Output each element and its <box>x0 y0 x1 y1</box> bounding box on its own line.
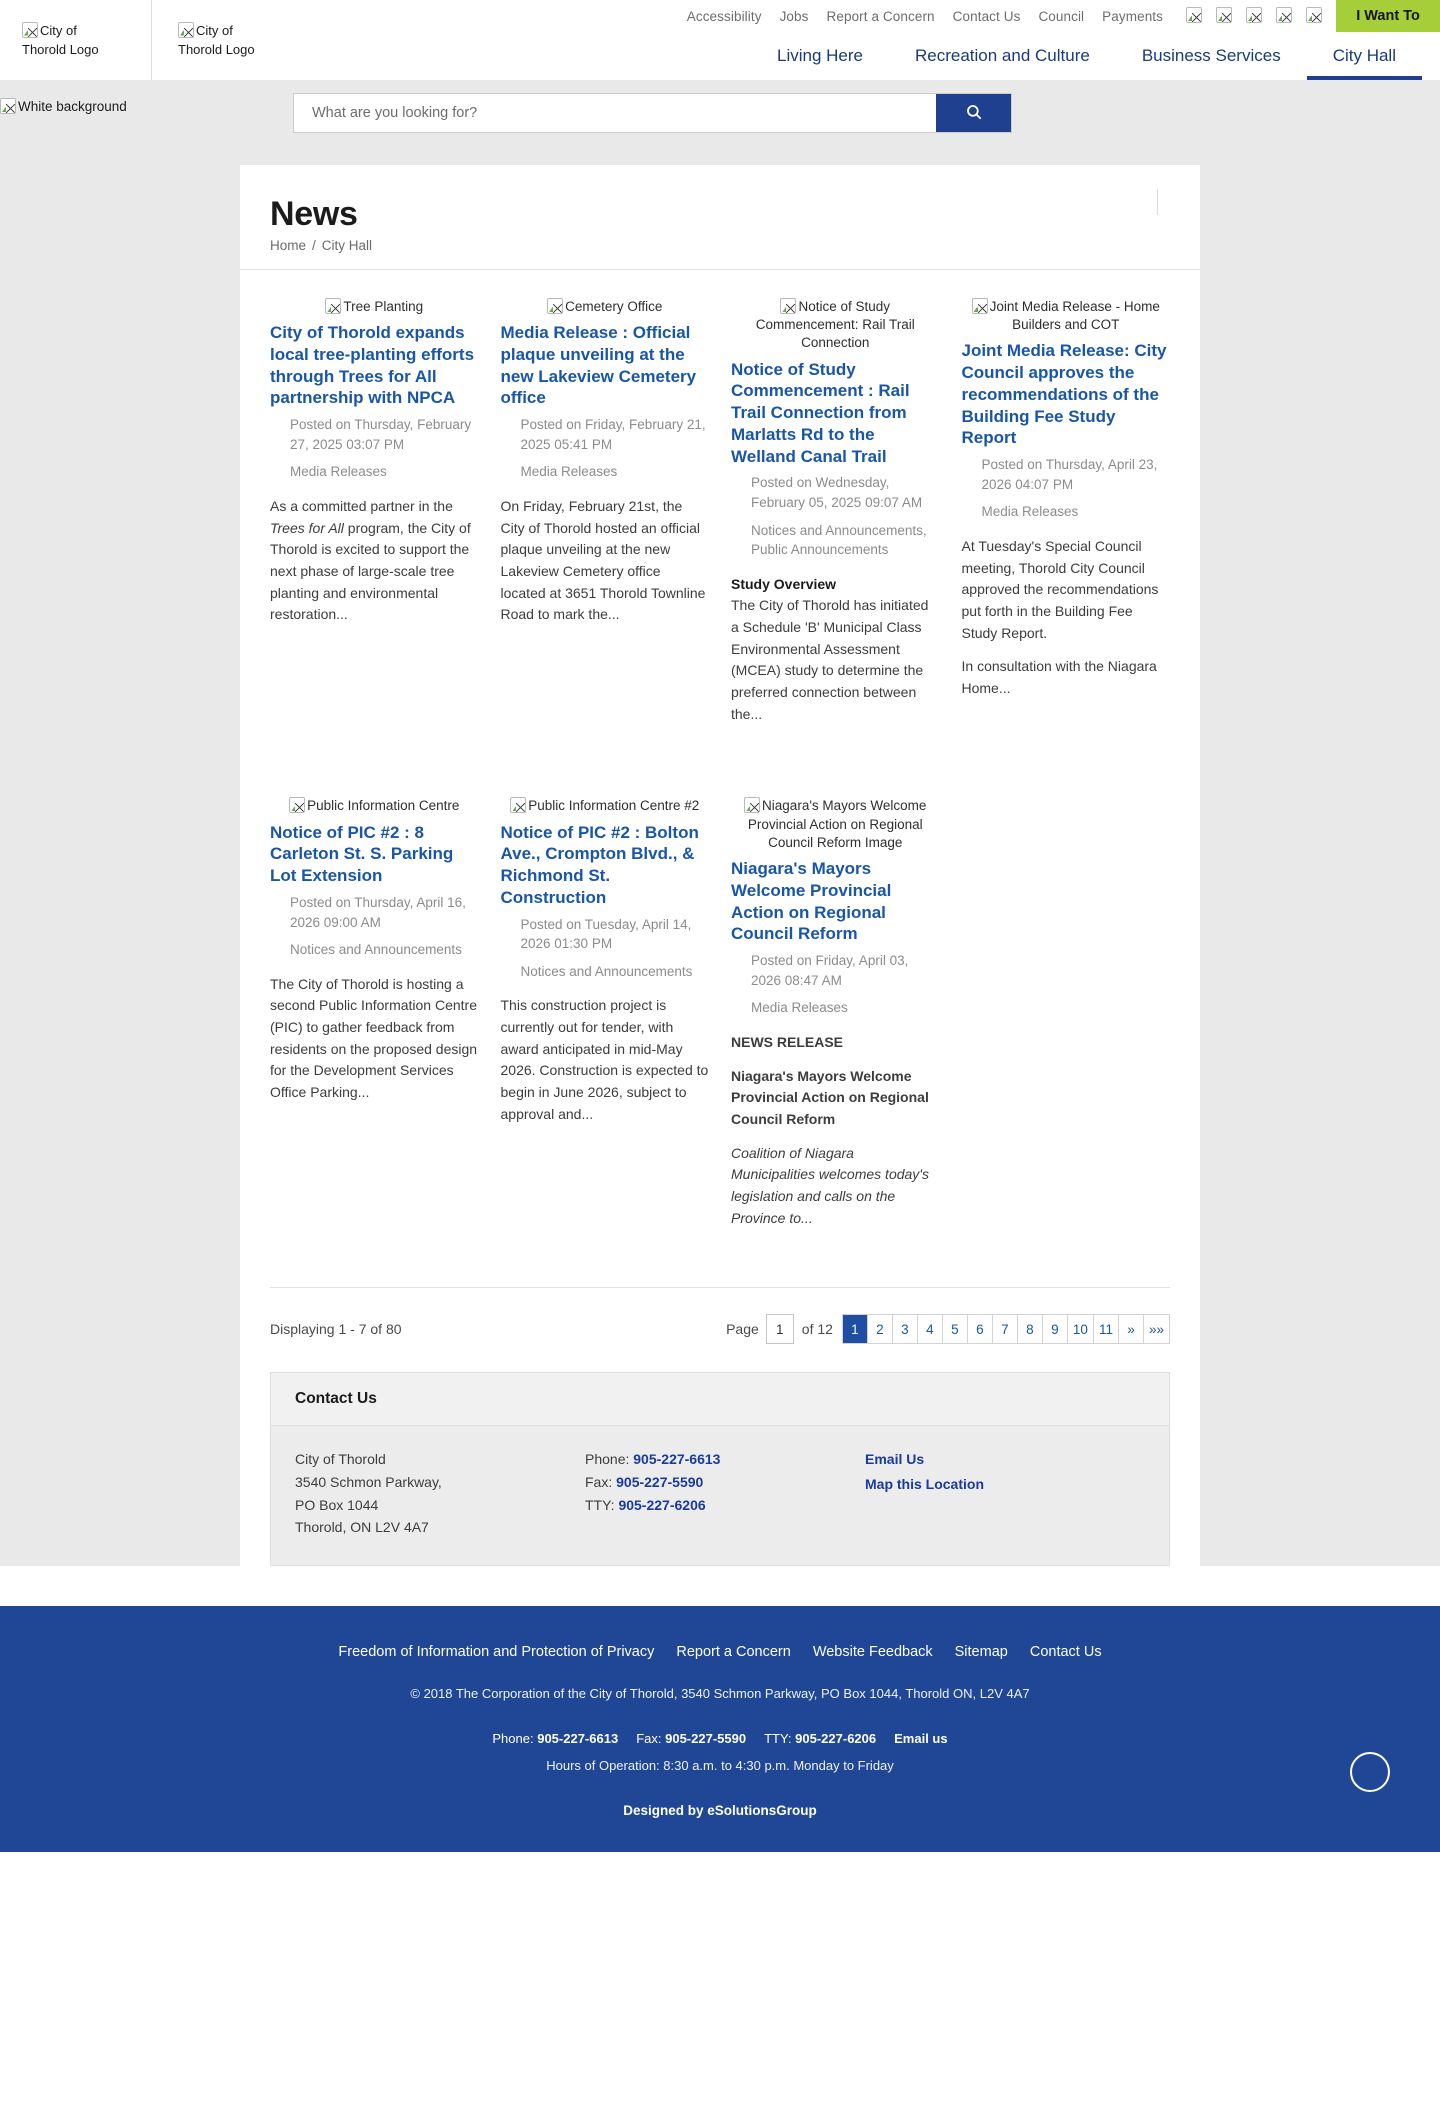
news-categories: Media Releases <box>290 464 387 480</box>
page-label: Page <box>726 1321 759 1338</box>
background-broken-image <box>0 98 127 114</box>
contact-phone-label: Phone: <box>585 1451 630 1468</box>
nav-item-business-services[interactable]: Business Services <box>1141 46 1281 65</box>
news-thumbnail <box>501 797 710 815</box>
footer-tty: 905-227-6206 <box>795 1731 877 1746</box>
news-categories: Media Releases <box>520 464 618 480</box>
news-excerpt <box>270 496 479 626</box>
page-link-2[interactable]: 2 <box>868 1315 893 1343</box>
nav-item-recreation-and-culture[interactable]: Recreation and Culture <box>914 46 1090 65</box>
email-us-link[interactable]: Email Us <box>865 1451 925 1468</box>
news-item-empty <box>962 797 1171 1265</box>
contact-fax-label: Fax: <box>585 1473 613 1490</box>
news-posted-date: Posted on Thursday, February 27, 2025 03:07 PM <box>290 417 472 452</box>
contact-fax-row <box>585 1471 865 1494</box>
utility-link-jobs[interactable]: Jobs <box>779 8 809 24</box>
news-excerpt-italic: Coalition of Niagara Municipalities welcomes today's legislation and calls on the Province to... <box>731 1144 929 1226</box>
footer-nav <box>0 1644 1440 1660</box>
page-link-10[interactable]: 10 <box>1068 1315 1094 1343</box>
news-thumbnail <box>501 298 710 316</box>
footer-link-sitemap[interactable]: Sitemap <box>954 1644 1008 1660</box>
broken-image-icon <box>22 22 38 38</box>
breadcrumb-separator: / <box>312 238 316 253</box>
nav-item-city-hall[interactable]: City Hall <box>1307 32 1422 80</box>
broken-image-icon <box>510 797 526 813</box>
contact-address-line-3: PO Box 1044 <box>295 1496 379 1513</box>
broken-image-icon <box>325 298 341 314</box>
footer-copyright: © 2018 The Corporation of the City of Thorold, 3540 Schmon Parkway, PO Box 1044, Thorold ON, L2V 4A7 <box>410 1686 1030 1701</box>
news-thumbnail <box>270 797 479 815</box>
news-thumbnail-alt: Public Information Centre #2 <box>528 798 700 814</box>
news-categories <box>731 521 940 560</box>
news-item <box>270 797 479 1265</box>
news-posted-date: Posted on Thursday, April 23, 2026 04:07 PM <box>981 457 1158 492</box>
news-excerpt <box>501 995 710 1125</box>
news-posted-date: Posted on Wednesday, February 05, 2025 09:07 AM <box>751 475 923 510</box>
footer-link-website-feedback[interactable]: Website Feedback <box>812 1644 933 1660</box>
contact-us-heading: Contact Us <box>271 1373 1169 1426</box>
footer-contact-line <box>0 1731 1440 1746</box>
search-button[interactable] <box>936 94 1011 132</box>
utility-link-contact-us[interactable]: Contact Us <box>952 8 1021 24</box>
news-excerpt-post: program, the City of Thorold is excited to support the next phase of large-scale tree planting and environmental restoration... <box>270 519 471 623</box>
map-this-location-link[interactable]: Map this Location <box>865 1475 984 1492</box>
page-link-8[interactable]: 8 <box>1018 1315 1043 1343</box>
next-page-button[interactable]: » <box>1119 1315 1144 1343</box>
broken-image-icon <box>547 298 563 314</box>
contact-phone-row <box>585 1448 865 1471</box>
news-excerpt-text: On Friday, February 21st, the City of Thorold hosted an official plaque unveiling at the new Lakeview Cemetery office located at 3651 Thorold Townline Road to mark the... <box>500 497 706 623</box>
contact-address-line-1: City of Thorold <box>295 1451 386 1468</box>
utility-link-payments[interactable]: Payments <box>1102 8 1163 24</box>
youtube-icon[interactable] <box>1276 7 1294 25</box>
twitter-icon[interactable] <box>1216 7 1234 25</box>
news-item <box>731 797 940 1265</box>
page-link-11[interactable]: 11 <box>1094 1315 1119 1343</box>
logo-alt-text-1: City of Thorold Logo <box>22 22 99 57</box>
utility-link-report-a-concern[interactable]: Report a Concern <box>826 8 935 24</box>
news-categories: Media Releases <box>751 1000 848 1016</box>
footer-designed-by: Designed by eSolutionsGroup <box>623 1803 817 1818</box>
news-categories: Notices and Announcements <box>290 942 462 958</box>
page-link-1[interactable]: 1 <box>843 1315 868 1343</box>
page-link-6[interactable]: 6 <box>968 1315 993 1343</box>
footer-email-us-link[interactable]: Email us <box>894 1731 948 1746</box>
page-shell <box>0 165 1440 1566</box>
tools-divider <box>1157 189 1158 215</box>
news-categories: Notices and Announcements <box>520 963 693 979</box>
news-excerpt-text: The City of Thorold has initiated a Schedule 'B' Municipal Class Environmental Assessment (MCEA) study to determine the preferred connection between the... <box>731 597 929 722</box>
page-link-7[interactable]: 7 <box>993 1315 1018 1343</box>
utility-link-accessibility[interactable]: Accessibility <box>686 8 762 24</box>
footer-tty-label: TTY: <box>764 1731 792 1746</box>
site-header <box>0 0 1440 80</box>
footer-fax: 905-227-5590 <box>665 1731 747 1746</box>
logo-broken-image-2 <box>178 21 272 60</box>
broken-image-icon <box>780 298 796 314</box>
instagram-icon[interactable] <box>1246 7 1264 25</box>
contact-phone-block <box>585 1448 865 1539</box>
news-grid-row-2 <box>240 761 1200 1265</box>
news-grid-row-1 <box>240 270 1200 761</box>
news-title-link[interactable]: Notice of PIC #2 : Bolton Ave., Crompton Blvd., & Richmond St. Construction <box>500 822 699 907</box>
news-thumbnail-alt: Cemetery Office <box>565 299 663 314</box>
footer-fax-label: Fax: <box>636 1731 662 1746</box>
news-item <box>501 298 710 761</box>
footer-hours: Hours of Operation: 8:30 a.m. to 4:30 p.m. Monday to Friday <box>546 1758 894 1773</box>
page-tools <box>1145 189 1170 215</box>
footer-link-foi[interactable]: Freedom of Information and Protection of Privacy <box>338 1644 655 1660</box>
footer-link-contact-us[interactable]: Contact Us <box>1029 1644 1102 1660</box>
facebook-icon[interactable] <box>1186 7 1204 25</box>
page-links <box>842 1314 1170 1344</box>
broken-image-icon <box>744 797 760 813</box>
news-excerpt-pre: As a committed partner in the <box>270 497 453 514</box>
search-band <box>0 80 1440 165</box>
footer-link-report-a-concern[interactable]: Report a Concern <box>676 1644 791 1660</box>
news-excerpt <box>962 536 1171 700</box>
news-excerpt-emphasis: Trees for All <box>270 519 344 536</box>
breadcrumb <box>270 238 1170 269</box>
news-category-line-1: Notices and Announcements, <box>751 522 927 538</box>
page-link-5[interactable]: 5 <box>943 1315 968 1343</box>
background-alt-text: White background <box>18 98 127 114</box>
footer-phone: 905-227-6613 <box>537 1731 619 1746</box>
page-link-4[interactable]: 4 <box>918 1315 943 1343</box>
contact-tty-row <box>585 1494 865 1517</box>
broken-image-icon <box>0 98 16 114</box>
news-thumbnail-alt: Joint Media Release - Home Builders and COT <box>989 299 1160 333</box>
news-title-link[interactable]: City of Thorold expands local tree-planting efforts through Trees for All partnership with NPCA <box>270 323 475 408</box>
search-box <box>293 93 1012 133</box>
news-categories: Media Releases <box>981 504 1079 520</box>
results-count: Displaying 1 - 7 of 80 <box>270 1321 402 1338</box>
scroll-to-top-button[interactable] <box>1350 1752 1390 1792</box>
breadcrumb-item-home[interactable]: Home <box>270 238 307 253</box>
news-posted-date: Posted on Friday, February 21, 2025 05:41 PM <box>520 417 706 452</box>
news-excerpt-text: This construction project is currently out for tender, with award anticipated in mid-May 2026. Construction is expected to begin in June 2026, subject to approval and... <box>500 997 709 1122</box>
contact-us-box <box>270 1372 1170 1566</box>
header-right <box>272 0 1440 80</box>
news-excerpt <box>731 574 940 726</box>
news-item <box>501 797 710 1265</box>
news-excerpt-paragraph-2: In consultation with the Niagara Home... <box>961 658 1157 696</box>
search-input[interactable] <box>294 94 936 132</box>
news-title-link[interactable]: Notice of Study Commencement : Rail Trail Connection from Marlatts Rd to the Welland Canal Trail <box>731 359 910 466</box>
contact-phone-link[interactable]: 905-227-6613 <box>633 1451 721 1468</box>
broken-image-icon <box>972 298 988 314</box>
broken-image-icon <box>178 22 194 38</box>
utility-nav <box>272 0 1440 32</box>
contact-address-line-4: Thorold, ON L2V 4A7 <box>295 1519 429 1536</box>
page-link-9[interactable]: 9 <box>1043 1315 1068 1343</box>
nav-item-living-here[interactable]: Living Here <box>776 46 863 65</box>
news-thumbnail <box>731 797 940 852</box>
news-item <box>731 298 940 761</box>
contact-us-body <box>271 1426 1169 1565</box>
news-thumbnail <box>962 298 1171 334</box>
news-posted-date: Posted on Tuesday, April 14, 2026 01:30 PM <box>520 916 692 952</box>
logo-broken-image-1 <box>22 21 122 60</box>
broken-image-icon <box>289 797 305 813</box>
news-title-link[interactable]: Notice of PIC #2 : 8 Carleton St. S. Parking Lot Extension <box>270 822 454 886</box>
news-excerpt <box>270 974 479 1104</box>
news-thumbnail-alt: Notice of Study Commencement: Rail Trail Connection <box>755 299 915 351</box>
page-number-input[interactable] <box>766 1314 794 1344</box>
site-footer <box>0 1606 1440 1852</box>
contact-address-line-2: 3540 Schmon Parkway, <box>295 1473 442 1490</box>
news-posted-date: Posted on Thursday, April 16, 2026 09:00 AM <box>290 894 466 930</box>
contact-action-links <box>865 1448 1145 1539</box>
contact-tty-link[interactable]: 905-227-6206 <box>618 1496 706 1513</box>
news-title-link[interactable]: Media Release : Official plaque unveiling at the new Lakeview Cemetery office <box>500 323 697 408</box>
logo-alt-text-2: City of Thorold Logo <box>178 22 255 57</box>
page-link-3[interactable]: 3 <box>893 1315 918 1343</box>
news-excerpt <box>731 1032 940 1230</box>
main-nav <box>272 32 1440 80</box>
news-thumbnail <box>731 298 940 353</box>
footer-phone-label: Phone: <box>492 1731 534 1746</box>
news-category-line-2: Public Announcements <box>751 542 889 558</box>
contact-fax-link[interactable]: 905-227-5590 <box>616 1473 704 1490</box>
last-page-button[interactable]: »» <box>1144 1315 1170 1343</box>
news-excerpt <box>501 496 710 626</box>
news-excerpt-subheading: Study Overview <box>731 575 837 592</box>
news-item <box>962 298 1171 761</box>
news-posted-date: Posted on Friday, April 03, 2026 08:47 AM <box>751 953 909 988</box>
primary-logo[interactable] <box>0 0 152 80</box>
social-icons <box>1172 7 1336 25</box>
page-title: News <box>270 195 358 233</box>
search-icon <box>965 103 983 121</box>
news-title-link[interactable]: Joint Media Release: City Council approves the recommendations of the Building Fee Study Report <box>961 341 1167 448</box>
content-card <box>240 165 1200 1566</box>
news-title-link[interactable]: Niagara's Mayors Welcome Provincial Action on Regional Council Reform <box>731 859 892 944</box>
news-thumbnail-alt: Niagara's Mayors Welcome Provincial Action on Regional Council Reform Image <box>747 798 927 850</box>
contact-tty-label: TTY: <box>585 1496 615 1513</box>
news-excerpt-text: The City of Thorold is hosting a second Public Information Centre (PIC) to gather feedback from residents on the proposed design for the Development Services Office Parking... <box>270 975 478 1101</box>
news-excerpt-paragraph-1: At Tuesday's Special Council meeting, Thorold City Council approved the recommendations put forth in the Building Fee Study Report. <box>961 537 1159 641</box>
news-thumbnail <box>270 298 479 316</box>
page-header <box>240 165 1200 270</box>
news-excerpt-subheading: Niagara's Mayors Welcome Provincial Action on Regional Council Reform <box>731 1067 929 1127</box>
news-release-label: NEWS RELEASE <box>731 1033 844 1050</box>
utility-link-council[interactable]: Council <box>1038 8 1085 24</box>
linkedin-icon[interactable] <box>1306 7 1324 25</box>
pagination-row <box>240 1288 1200 1372</box>
news-item <box>270 298 479 761</box>
contact-address <box>295 1448 585 1539</box>
news-thumbnail-alt: Public Information Centre <box>307 798 460 814</box>
breadcrumb-item-city-hall[interactable]: City Hall <box>321 238 373 253</box>
i-want-to-button[interactable]: I Want To <box>1336 0 1440 32</box>
pagination <box>726 1314 1170 1344</box>
secondary-logo[interactable] <box>152 0 272 80</box>
news-thumbnail-alt: Tree Planting <box>343 299 424 314</box>
total-pages-label: of 12 <box>801 1321 833 1338</box>
